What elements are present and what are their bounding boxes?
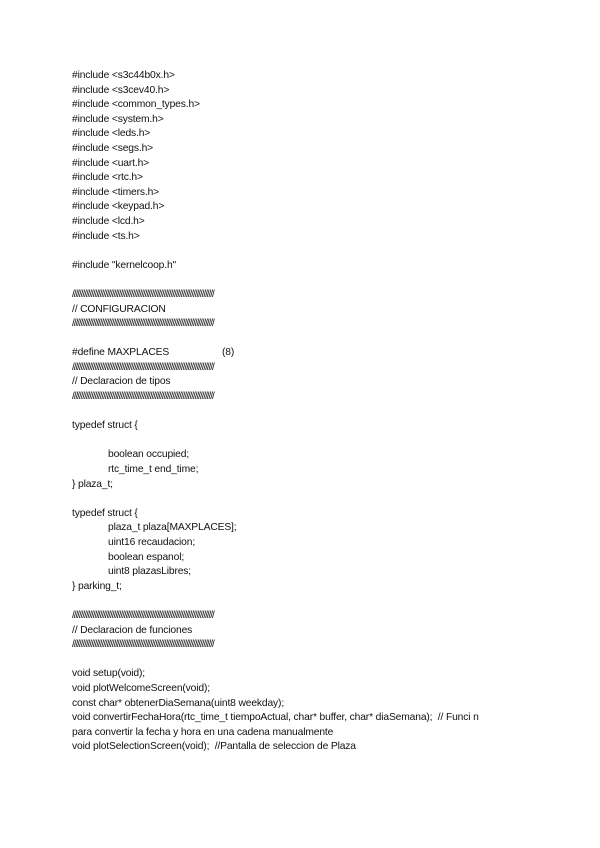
- code-listing: [72, 69, 592, 755]
- parking-struct-close: } parking_t;: [72, 580, 122, 592]
- separator-line: //////////////////////////////////////////////////////////////////////////////////: [72, 318, 214, 330]
- separator-line: //////////////////////////////////////////////////////////////////////////////////: [72, 639, 214, 651]
- plaza-struct-field: boolean occupied;: [108, 449, 190, 461]
- include-line: #include <timers.h>: [72, 186, 160, 198]
- plaza-struct-field: rtc_time_t end_time;: [108, 464, 199, 476]
- prototype-line: const char* obtenerDiaSemana(uint8 weekday);: [72, 697, 285, 709]
- section-comment-functions: // Declaracion de funciones: [72, 624, 193, 636]
- include-line: #include <segs.h>: [72, 142, 154, 154]
- define-value: (8): [222, 347, 235, 359]
- define-line: [72, 346, 592, 361]
- prototype-line: void plotSelectionScreen(void); //Pantalla de seleccion de Plaza: [72, 741, 356, 753]
- blank-line: [72, 594, 592, 609]
- separator-line: //////////////////////////////////////////////////////////////////////////////////: [72, 361, 214, 373]
- separator-line: //////////////////////////////////////////////////////////////////////////////////: [72, 288, 214, 300]
- include-line: #include <leds.h>: [72, 128, 151, 140]
- include-line: #include <s3cev40.h>: [72, 84, 170, 96]
- include-line: #include <uart.h>: [72, 157, 150, 169]
- prototype-line: void setup(void);: [72, 668, 145, 680]
- parking-struct-field: plaza_t plaza[MAXPLACES];: [108, 522, 237, 534]
- blank-line: [72, 492, 592, 507]
- local-include-line: #include "kernelcoop.h": [72, 259, 177, 271]
- blank-line: [72, 332, 592, 347]
- blank-line: [72, 653, 592, 668]
- include-line: #include <ts.h>: [72, 230, 140, 242]
- plaza-struct-close: } plaza_t;: [72, 478, 113, 490]
- include-line: #include <lcd.h>: [72, 215, 145, 227]
- parking-struct-field: boolean espanol;: [108, 551, 185, 563]
- parking-struct-open: typedef struct {: [72, 507, 138, 519]
- section-comment-config: // CONFIGURACION: [72, 303, 166, 315]
- include-line: #include <keypad.h>: [72, 201, 165, 213]
- parking-struct-field: uint16 recaudacion;: [108, 537, 196, 548]
- include-line: #include <s3c44b0x.h>: [72, 70, 175, 81]
- define-name: #define MAXPLACES: [72, 347, 170, 359]
- blank-line: [72, 244, 592, 259]
- include-line: #include <common_types.h>: [72, 99, 200, 111]
- separator-line: //////////////////////////////////////////////////////////////////////////////////: [72, 609, 214, 621]
- separator-line: //////////////////////////////////////////////////////////////////////////////////: [72, 391, 214, 403]
- prototype-line: para convertir la fecha y hora en una cadena manualmente: [72, 726, 334, 738]
- prototype-line: void convertirFechaHora(rtc_time_t tiempoActual, char* buffer, char* diaSemana); // Funci n: [72, 712, 479, 724]
- include-line: #include <system.h>: [72, 113, 164, 125]
- include-line: #include <rtc.h>: [72, 172, 143, 184]
- prototype-line: void plotWelcomeScreen(void);: [72, 682, 210, 694]
- blank-line: [72, 405, 592, 420]
- section-comment-types: // Declaracion de tipos: [72, 376, 171, 388]
- parking-struct-field: uint8 plazasLibres;: [108, 566, 192, 578]
- plaza-struct-open: typedef struct {: [72, 420, 138, 432]
- blank-line: [72, 434, 592, 449]
- blank-line: [72, 273, 592, 288]
